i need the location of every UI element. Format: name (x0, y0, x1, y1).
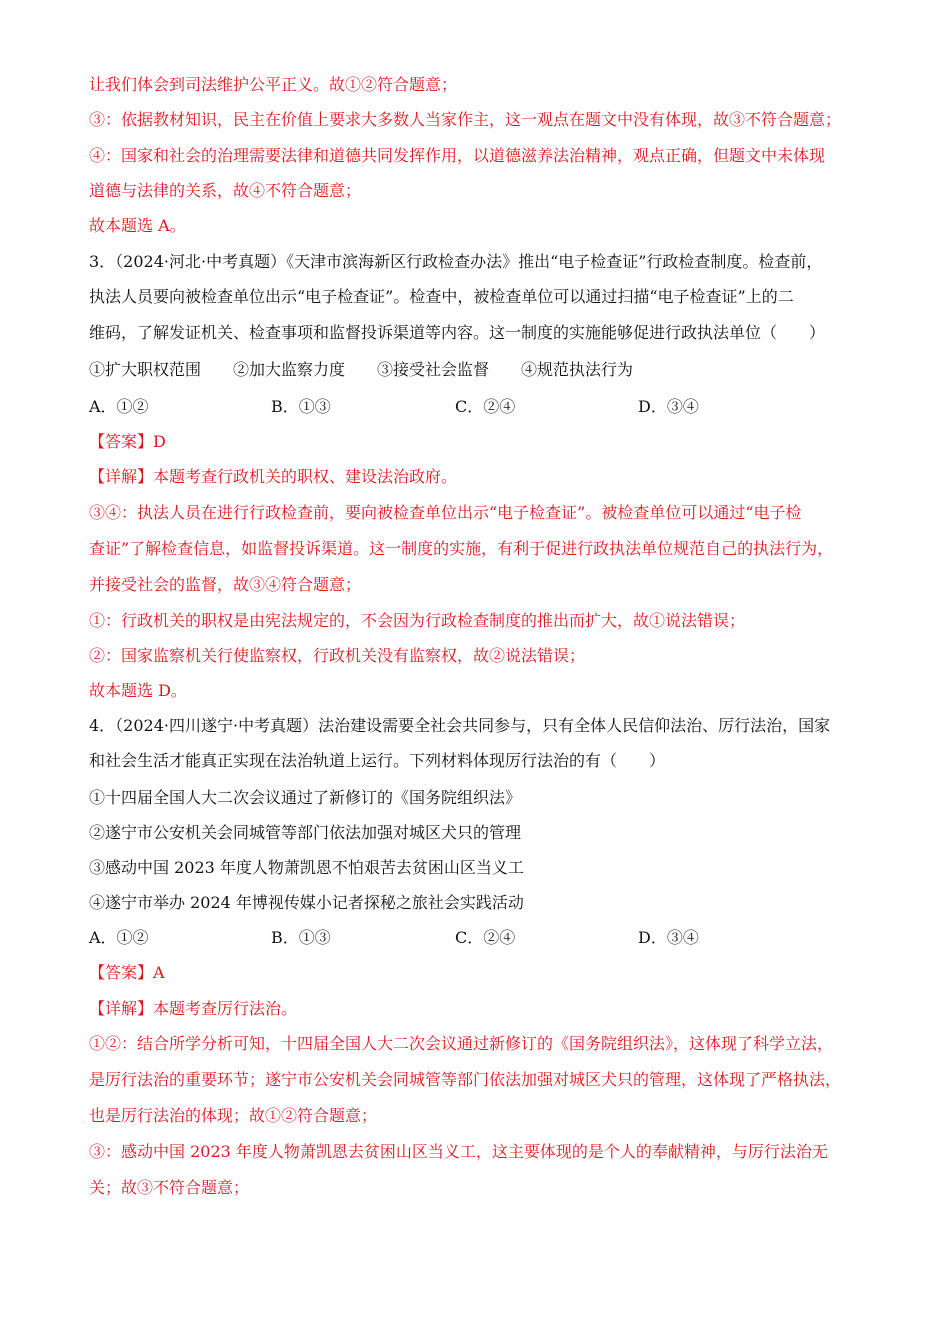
q4-explanation-line: ③：感动中国 2023 年度人物萧凯恩去贫困山区当义工，这主要体现的是个人的奉献精神，与厉行法治无 (89, 1142, 828, 1161)
q4-option-a: A．①② (89, 928, 149, 947)
q3-stem-line: 维码，了解发证机关、检查事项和监督投诉渠道等内容。这一制度的实施能够促进行政执法单位（ ） (89, 323, 826, 342)
q3-explanation-line: 并接受社会的监督，故③④符合题意； (89, 575, 362, 594)
q3-stem-line: 执法人员要向被检查单位出示“电子检查证”。检查中，被检查单位可以通过扫描“电子检查证”上的二 (89, 287, 794, 306)
q3-option-b: B．①③ (271, 397, 331, 416)
explanation-line: 道德与法律的关系，故④不符合题意； (89, 181, 362, 200)
q4-explanation-line: ①②：结合所学分析可知，十四届全国人大二次会议通过新修订的《国务院组织法》，这体现了科学立法， (89, 1034, 834, 1053)
q3-option-a: A．①② (89, 397, 149, 416)
q3-explanation-line: ②：国家监察机关行使监察权，行政机关没有监察权，故②说法错误； (89, 646, 586, 665)
q4-statement: ②遂宁市公安机关会同城管等部门依法加强对城区犬只的管理 (89, 823, 522, 842)
q4-stem-line: 和社会生活才能真正实现在法治轨道上运行。下列材料体现厉行法治的有（ ） (89, 751, 666, 770)
q3-option-c: C．②④ (455, 397, 516, 416)
q4-option-d: D．③④ (638, 928, 699, 947)
explanation-line: ③：依据教材知识，民主在价值上要求大多数人当家作主，这一观点在题文中没有体现，故③不符合题意； (89, 110, 842, 129)
q4-explanation-line: 也是厉行法治的体现；故①②符合题意； (89, 1106, 378, 1125)
q4-stem-line: 4．（2024·四川遂宁·中考真题）法治建设需要全社会共同参与，只有全体人民信仰法治、厉行法治，国家 (89, 716, 831, 735)
explanation-line: 故本题选 A。 (89, 216, 186, 235)
q3-answer: 【答案】D (89, 432, 166, 451)
q4-statement: ③感动中国 2023 年度人物萧凯恩不怕艰苦去贫困山区当义工 (89, 858, 524, 877)
q3-explanation-line: 故本题选 D。 (89, 681, 187, 700)
q4-explanation-line: 关；故③不符合题意； (89, 1178, 250, 1197)
q3-explanation-line: ①：行政机关的职权是由宪法规定的，不会因为行政检查制度的推出而扩大，故①说法错误； (89, 611, 746, 630)
q3-statements: ①扩大职权范围 ②加大监察力度 ③接受社会监督 ④规范执法行为 (89, 360, 634, 379)
q4-statement: ①十四届全国人大二次会议通过了新修订的《国务院组织法》 (89, 788, 522, 807)
q3-explanation-line: 查证”了解检查信息，如监督投诉渠道。这一制度的实施，有利于促进行政执法单位规范自己的执法行为， (89, 539, 834, 558)
q3-stem-line: 3．（2024·河北·中考真题）《天津市滨海新区行政检查办法》推出“电子检查证”行政检查制度。检查前， (89, 252, 823, 271)
q3-explanation-line: ③④：执法人员在进行行政检查前，要向被检查单位出示“电子检查证”。被检查单位可以通过“电子检 (89, 503, 802, 522)
q3-option-d: D．③④ (638, 397, 699, 416)
explanation-line: 让我们体会到司法维护公平正义。故①②符合题意； (89, 75, 458, 94)
q4-statement: ④遂宁市举办 2024 年博视传媒小记者探秘之旅社会实践活动 (89, 893, 524, 912)
q4-answer: 【答案】A (89, 963, 165, 982)
q4-explanation-line: 【详解】本题考查厉行法治。 (89, 999, 298, 1018)
q3-explanation-line: 【详解】本题考查行政机关的职权、建设法治政府。 (89, 467, 458, 486)
explanation-line: ④：国家和社会的治理需要法律和道德共同发挥作用，以道德滋养法治精神，观点正确，但题文中未体现 (89, 146, 826, 165)
q4-option-c: C．②④ (455, 928, 516, 947)
q4-option-b: B．①③ (271, 928, 331, 947)
q4-explanation-line: 是厉行法治的重要环节；遂宁市公安机关会同城管等部门依法加强对城区犬只的管理，这体现了严格执法， (89, 1070, 842, 1089)
